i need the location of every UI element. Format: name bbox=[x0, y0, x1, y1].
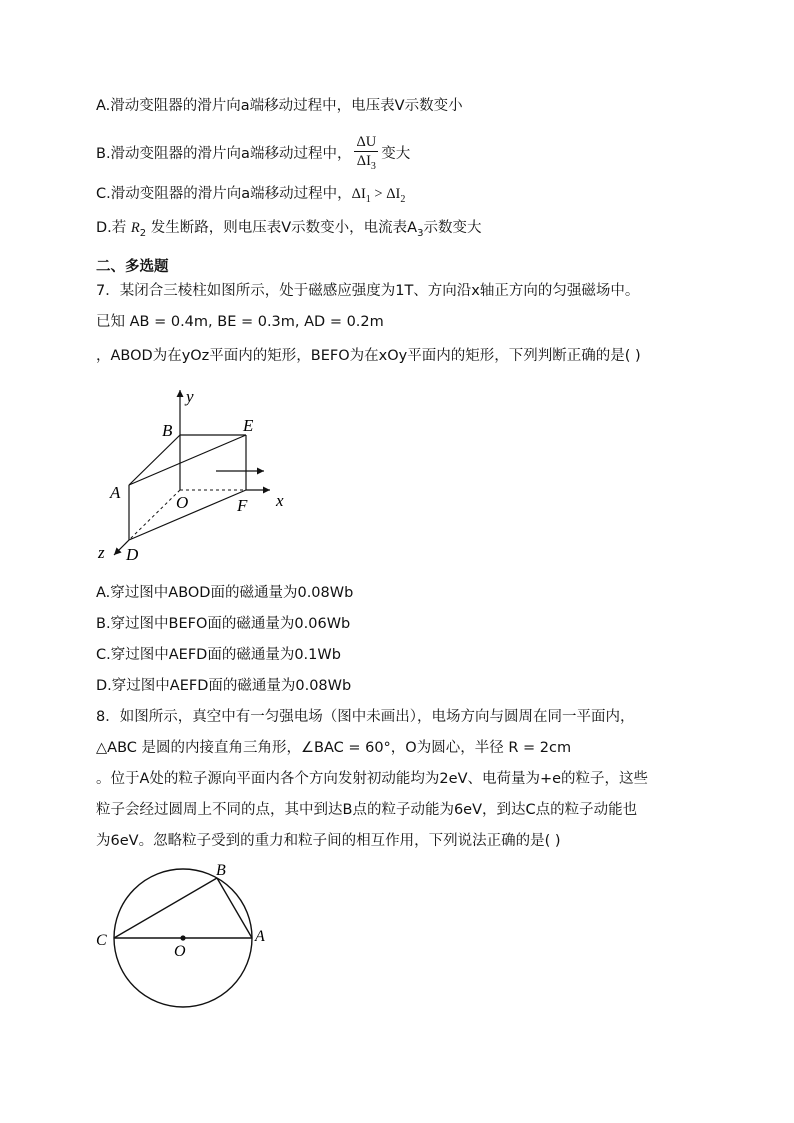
center-point bbox=[180, 935, 185, 940]
fraction-denominator: $\Delta I_3$ bbox=[356, 152, 376, 172]
label-x: x bbox=[276, 491, 284, 510]
q6-option-a: A.滑动变阻器的滑片向a端移动过程中，电压表V示数变小 bbox=[96, 98, 463, 114]
q7-option-d: D.穿过图中AEFD面的磁通量为0.08Wb bbox=[96, 678, 352, 694]
q8-stem-line3: 。位于A处的粒子源向平面内各个方向发射初动能均为2eV、电荷量为+e的粒子，这些 bbox=[96, 771, 649, 787]
q7-option-c: C.穿过图中AEFD面的磁通量为0.1Wb bbox=[96, 647, 341, 663]
q6-option-b-suffix: 变大 bbox=[381, 146, 411, 162]
q6-option-c: C.滑动变阻器的滑片向a端移动过程中，$\Delta I_1 > \Delta I_2$ bbox=[96, 186, 406, 205]
q6-option-b-fraction bbox=[354, 133, 378, 176]
q8-circle-figure bbox=[90, 858, 280, 1018]
label-d: D bbox=[126, 545, 139, 564]
label-a: A bbox=[110, 483, 121, 502]
label-f: F bbox=[237, 496, 248, 515]
fraction-numerator: ΔU bbox=[356, 133, 377, 150]
q7-option-b: B.穿过图中BEFO面的磁通量为0.06Wb bbox=[96, 616, 351, 632]
label-o: O bbox=[174, 943, 186, 960]
label-a: A bbox=[255, 928, 265, 945]
q8-stem-line4: 粒子会经过圆周上不同的点，其中到达B点的粒子动能为6eV，到达C点的粒子动能也 bbox=[96, 802, 638, 818]
chord-ba bbox=[217, 878, 252, 938]
q6-option-b bbox=[96, 134, 410, 174]
q7-prism-figure bbox=[96, 380, 306, 570]
q6-option-d: D.若 $R_2$ 发生断路，则电压表V示数变小，电流表$A_3$示数变大 bbox=[96, 220, 482, 239]
chord-cb bbox=[114, 878, 217, 938]
label-z: z bbox=[98, 543, 105, 562]
label-b: B bbox=[216, 862, 226, 879]
q7-stem-line1: 7．某闭合三棱柱如图所示，处于磁感应强度为1T、方向沿x轴正方向的匀强磁场中。 bbox=[96, 283, 640, 299]
edge-ab bbox=[129, 435, 180, 485]
edge-ae bbox=[129, 435, 246, 485]
label-e: E bbox=[243, 416, 254, 435]
label-o: O bbox=[176, 493, 189, 512]
section-heading: 二、多选题 bbox=[96, 259, 169, 275]
label-y: y bbox=[186, 387, 194, 406]
q6-option-b-text: B.滑动变阻器的滑片向a端移动过程中， bbox=[96, 146, 352, 162]
edge-od bbox=[129, 490, 180, 540]
label-b: B bbox=[162, 421, 173, 440]
q8-stem-line5: 为6eV。忽略粒子受到的重力和粒子间的相互作用，下列说法正确的是( ) bbox=[96, 833, 561, 849]
q7-stem-line3: ，ABOD为在yOz平面内的矩形，BEFO为在xOy平面内的矩形，下列判断正确的是( ) bbox=[96, 348, 641, 364]
q8-stem-line2: △ABC 是圆的内接直角三角形，∠BAC = 60°，O为圆心，半径 R = 2cm bbox=[96, 740, 572, 756]
q7-stem-line2: 已知 AB = 0.4m, BE = 0.3m, AD = 0.2m bbox=[96, 314, 384, 330]
q8-stem-line1: 8．如图所示，真空中有一匀强电场（图中未画出），电场方向与圆周在同一平面内， bbox=[96, 709, 635, 725]
label-c: C bbox=[96, 932, 107, 949]
q7-option-a: A.穿过图中ABOD面的磁通量为0.08Wb bbox=[96, 585, 354, 601]
